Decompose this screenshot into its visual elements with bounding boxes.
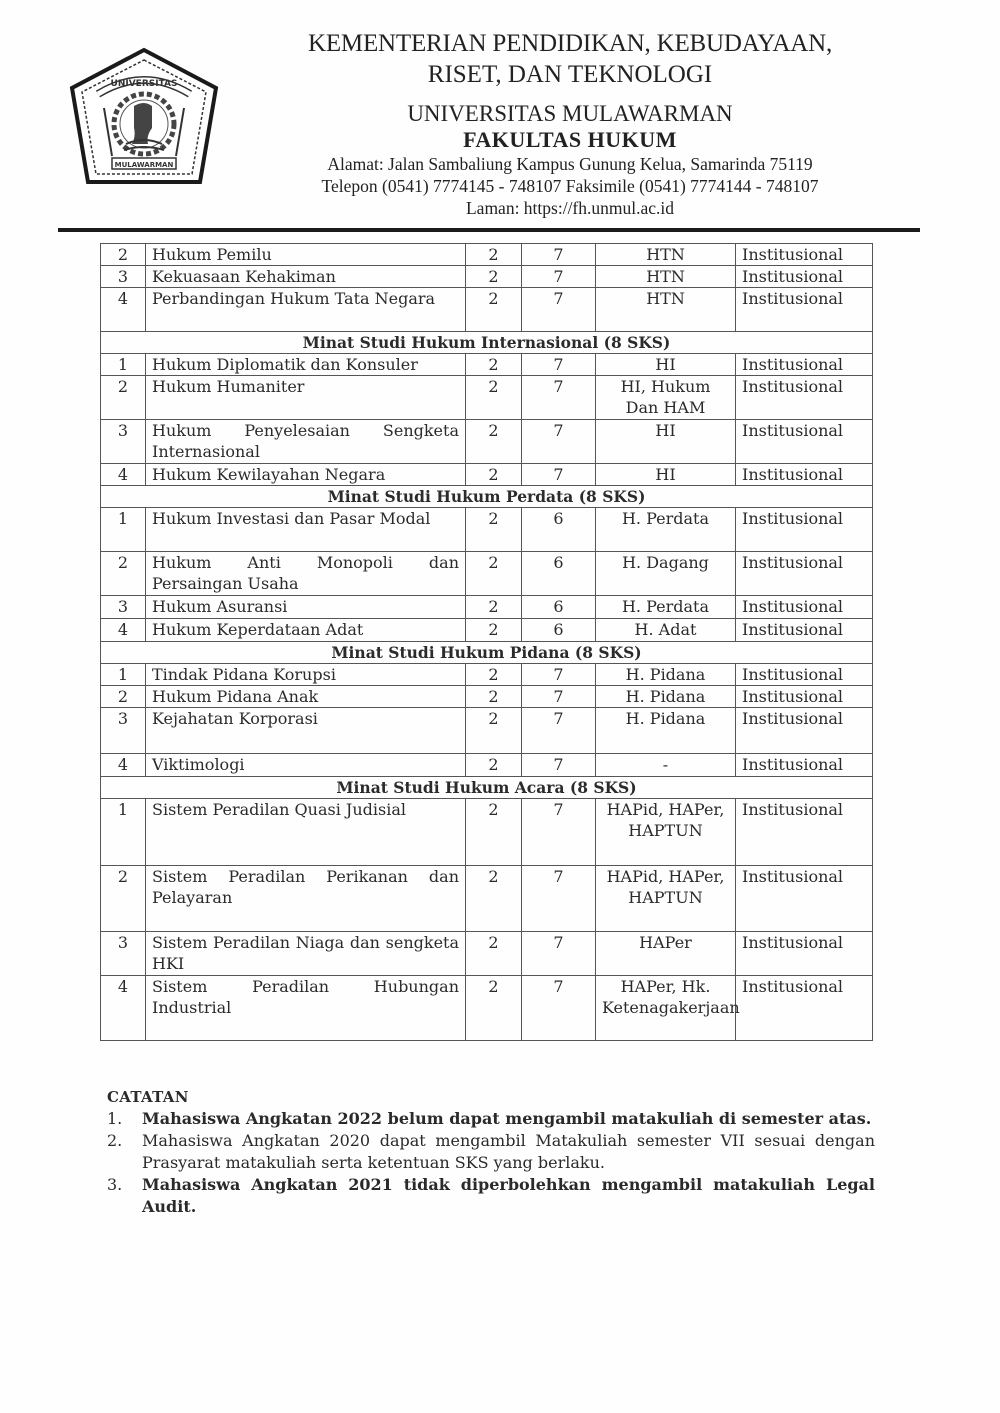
course-type-cell: Institusional: [736, 866, 873, 932]
course-name-cell: Sistem Peradilan Niaga dan sengketa HKI: [146, 932, 466, 976]
course-number-cell: 3: [101, 932, 146, 976]
university-crest-icon: [68, 46, 220, 196]
course-number-cell: 4: [101, 754, 146, 777]
notes-list: [107, 1108, 875, 1218]
note-item: [107, 1174, 875, 1218]
prerequisite-cell: H. Adat: [596, 619, 736, 642]
table-row: [101, 619, 873, 642]
course-type-cell: Institusional: [736, 799, 873, 866]
course-table-body: [101, 244, 873, 1041]
course-type-cell: Institusional: [736, 708, 873, 754]
prerequisite-cell: HTN: [596, 288, 736, 332]
credits-cell: 2: [466, 266, 522, 288]
course-type-cell: Institusional: [736, 664, 873, 686]
website: Laman: https://fh.unmul.ac.id: [465, 198, 675, 218]
section-header-row: [101, 486, 873, 508]
course-number-cell: 2: [101, 866, 146, 932]
credits-cell: 2: [466, 420, 522, 464]
course-name-cell: Hukum Anti Monopoli dan Persaingan Usaha: [146, 552, 466, 596]
course-type-cell: Institusional: [736, 244, 873, 266]
semester-cell: 7: [522, 354, 596, 376]
semester-cell: 7: [522, 754, 596, 777]
credits-cell: 2: [466, 244, 522, 266]
semester-cell: 7: [522, 376, 596, 420]
prerequisite-cell: H. Perdata: [596, 508, 736, 552]
course-type-cell: Institusional: [736, 376, 873, 420]
course-type-cell: Institusional: [736, 686, 873, 708]
letterhead-divider: [58, 228, 920, 232]
notes-section: [107, 1086, 875, 1218]
course-number-cell: 2: [101, 552, 146, 596]
course-type-cell: Institusional: [736, 932, 873, 976]
course-name-cell: Tindak Pidana Korupsi: [146, 664, 466, 686]
course-name-cell: Hukum Pemilu: [146, 244, 466, 266]
course-type-cell: Institusional: [736, 976, 873, 1041]
course-name-cell: Sistem Peradilan Quasi Judisial: [146, 799, 466, 866]
faculty-name: FAKULTAS HUKUM: [463, 127, 677, 152]
section-title: Minat Studi Hukum Acara (8 SKS): [101, 777, 873, 799]
prerequisite-cell: H. Pidana: [596, 664, 736, 686]
course-name-cell: Hukum Keperdataan Adat: [146, 619, 466, 642]
course-name-cell: Hukum Penyelesaian Sengketa Internasional: [146, 420, 466, 464]
credits-cell: 2: [466, 552, 522, 596]
prerequisite-cell: HAPid, HAPer, HAPTUN: [596, 799, 736, 866]
semester-cell: 7: [522, 976, 596, 1041]
ministry-name-line2: RISET, DAN TEKNOLOGI: [427, 61, 713, 88]
note-text: Mahasiswa Angkatan 2020 dapat mengambil Matakuliah semester VII sesuai dengan Prasyarat matakuliah serta ketentuan SKS yang berlaku.: [142, 1131, 875, 1172]
credits-cell: 2: [466, 976, 522, 1041]
section-header-row: [101, 777, 873, 799]
prerequisite-cell: H. Pidana: [596, 708, 736, 754]
notes-title: CATATAN: [107, 1088, 189, 1106]
table-row: [101, 596, 873, 619]
table-row: [101, 266, 873, 288]
credits-cell: 2: [466, 464, 522, 486]
semester-cell: 6: [522, 619, 596, 642]
course-number-cell: 1: [101, 508, 146, 552]
table-row: [101, 799, 873, 866]
prerequisite-cell: HAPer: [596, 932, 736, 976]
course-table: [100, 243, 873, 1041]
section-title: Minat Studi Hukum Perdata (8 SKS): [101, 486, 873, 508]
course-number-cell: 3: [101, 266, 146, 288]
credits-cell: 2: [466, 799, 522, 866]
note-number: 2.: [107, 1131, 123, 1150]
section-title: Minat Studi Hukum Internasional (8 SKS): [101, 332, 873, 354]
course-number-cell: 4: [101, 619, 146, 642]
course-number-cell: 1: [101, 799, 146, 866]
phone-fax: Telepon (0541) 7774145 - 748107 Faksimile (0541) 7774144 - 748107: [321, 176, 819, 196]
semester-cell: 7: [522, 708, 596, 754]
table-row: [101, 754, 873, 777]
course-number-cell: 1: [101, 354, 146, 376]
course-type-cell: Institusional: [736, 288, 873, 332]
table-row: [101, 354, 873, 376]
table-row: [101, 420, 873, 464]
course-name-cell: Viktimologi: [146, 754, 466, 777]
semester-cell: 6: [522, 596, 596, 619]
table-row: [101, 664, 873, 686]
course-number-cell: 4: [101, 288, 146, 332]
course-name-cell: Hukum Diplomatik dan Konsuler: [146, 354, 466, 376]
note-number: 3.: [107, 1175, 123, 1194]
semester-cell: 7: [522, 799, 596, 866]
semester-cell: 6: [522, 552, 596, 596]
section-header-row: [101, 642, 873, 664]
prerequisite-cell: H. Dagang: [596, 552, 736, 596]
prerequisite-cell: -: [596, 754, 736, 777]
table-row: [101, 708, 873, 754]
credits-cell: 2: [466, 686, 522, 708]
note-text: Mahasiswa Angkatan 2021 tidak diperbolehkan mengambil matakuliah Legal Audit.: [142, 1175, 875, 1216]
university-name: UNIVERSITAS MULAWARMAN: [407, 101, 733, 126]
semester-cell: 7: [522, 266, 596, 288]
table-row: [101, 244, 873, 266]
ministry-name-line1: KEMENTERIAN PENDIDIKAN, KEBUDAYAAN,: [308, 30, 832, 57]
semester-cell: 7: [522, 932, 596, 976]
svg-text:UNIVERSITAS: UNIVERSITAS: [110, 79, 178, 89]
credits-cell: 2: [466, 664, 522, 686]
credits-cell: 2: [466, 354, 522, 376]
credits-cell: 2: [466, 376, 522, 420]
course-name-cell: Sistem Peradilan Hubungan Industrial: [146, 976, 466, 1041]
course-type-cell: Institusional: [736, 266, 873, 288]
course-number-cell: 2: [101, 686, 146, 708]
course-name-cell: Kejahatan Korporasi: [146, 708, 466, 754]
semester-cell: 7: [522, 244, 596, 266]
letterhead: [0, 0, 1000, 240]
semester-cell: 7: [522, 866, 596, 932]
course-name-cell: Sistem Peradilan Perikanan dan Pelayaran: [146, 866, 466, 932]
note-item: [107, 1130, 875, 1174]
course-name-cell: Hukum Kewilayahan Negara: [146, 464, 466, 486]
course-number-cell: 3: [101, 420, 146, 464]
course-number-cell: 1: [101, 664, 146, 686]
semester-cell: 6: [522, 508, 596, 552]
course-type-cell: Institusional: [736, 754, 873, 777]
prerequisite-cell: HI: [596, 464, 736, 486]
section-title: Minat Studi Hukum Pidana (8 SKS): [101, 642, 873, 664]
table-row: [101, 686, 873, 708]
prerequisite-cell: H. Pidana: [596, 686, 736, 708]
course-type-cell: Institusional: [736, 420, 873, 464]
course-name-cell: Hukum Investasi dan Pasar Modal: [146, 508, 466, 552]
note-item: [107, 1108, 875, 1130]
course-name-cell: Hukum Asuransi: [146, 596, 466, 619]
course-number-cell: 4: [101, 464, 146, 486]
prerequisite-cell: H. Perdata: [596, 596, 736, 619]
course-type-cell: Institusional: [736, 619, 873, 642]
course-type-cell: Institusional: [736, 464, 873, 486]
table-row: [101, 552, 873, 596]
credits-cell: 2: [466, 288, 522, 332]
credits-cell: 2: [466, 754, 522, 777]
prerequisite-cell: HI: [596, 420, 736, 464]
credits-cell: 2: [466, 619, 522, 642]
prerequisite-cell: HTN: [596, 266, 736, 288]
credits-cell: 2: [466, 932, 522, 976]
semester-cell: 7: [522, 664, 596, 686]
table-row: [101, 288, 873, 332]
prerequisite-cell: HAPer, Hk. Ketenagakerjaan: [596, 976, 736, 1041]
svg-text:MULAWARMAN: MULAWARMAN: [114, 161, 174, 169]
credits-cell: 2: [466, 708, 522, 754]
semester-cell: 7: [522, 686, 596, 708]
course-number-cell: 2: [101, 244, 146, 266]
course-type-cell: Institusional: [736, 508, 873, 552]
course-name-cell: Kekuasaan Kehakiman: [146, 266, 466, 288]
course-name-cell: Hukum Pidana Anak: [146, 686, 466, 708]
prerequisite-cell: HI, Hukum Dan HAM: [596, 376, 736, 420]
course-name-cell: Hukum Humaniter: [146, 376, 466, 420]
table-row: [101, 932, 873, 976]
course-name-cell: Perbandingan Hukum Tata Negara: [146, 288, 466, 332]
table-row: [101, 976, 873, 1041]
course-type-cell: Institusional: [736, 596, 873, 619]
prerequisite-cell: HAPid, HAPer, HAPTUN: [596, 866, 736, 932]
table-row: [101, 464, 873, 486]
prerequisite-cell: HTN: [596, 244, 736, 266]
table-row: [101, 508, 873, 552]
prerequisite-cell: HI: [596, 354, 736, 376]
note-text: Mahasiswa Angkatan 2022 belum dapat mengambil matakuliah di semester atas.: [142, 1109, 872, 1128]
course-type-cell: Institusional: [736, 552, 873, 596]
credits-cell: 2: [466, 508, 522, 552]
course-number-cell: 3: [101, 596, 146, 619]
letterhead-text: [250, 28, 890, 219]
credits-cell: 2: [466, 866, 522, 932]
course-type-cell: Institusional: [736, 354, 873, 376]
section-header-row: [101, 332, 873, 354]
course-number-cell: 4: [101, 976, 146, 1041]
table-row: [101, 376, 873, 420]
semester-cell: 7: [522, 464, 596, 486]
semester-cell: 7: [522, 288, 596, 332]
credits-cell: 2: [466, 596, 522, 619]
course-number-cell: 2: [101, 376, 146, 420]
note-number: 1.: [107, 1109, 123, 1128]
table-row: [101, 866, 873, 932]
course-number-cell: 3: [101, 708, 146, 754]
address: Alamat: Jalan Sambaliung Kampus Gunung Kelua, Samarinda 75119: [327, 154, 813, 174]
semester-cell: 7: [522, 420, 596, 464]
